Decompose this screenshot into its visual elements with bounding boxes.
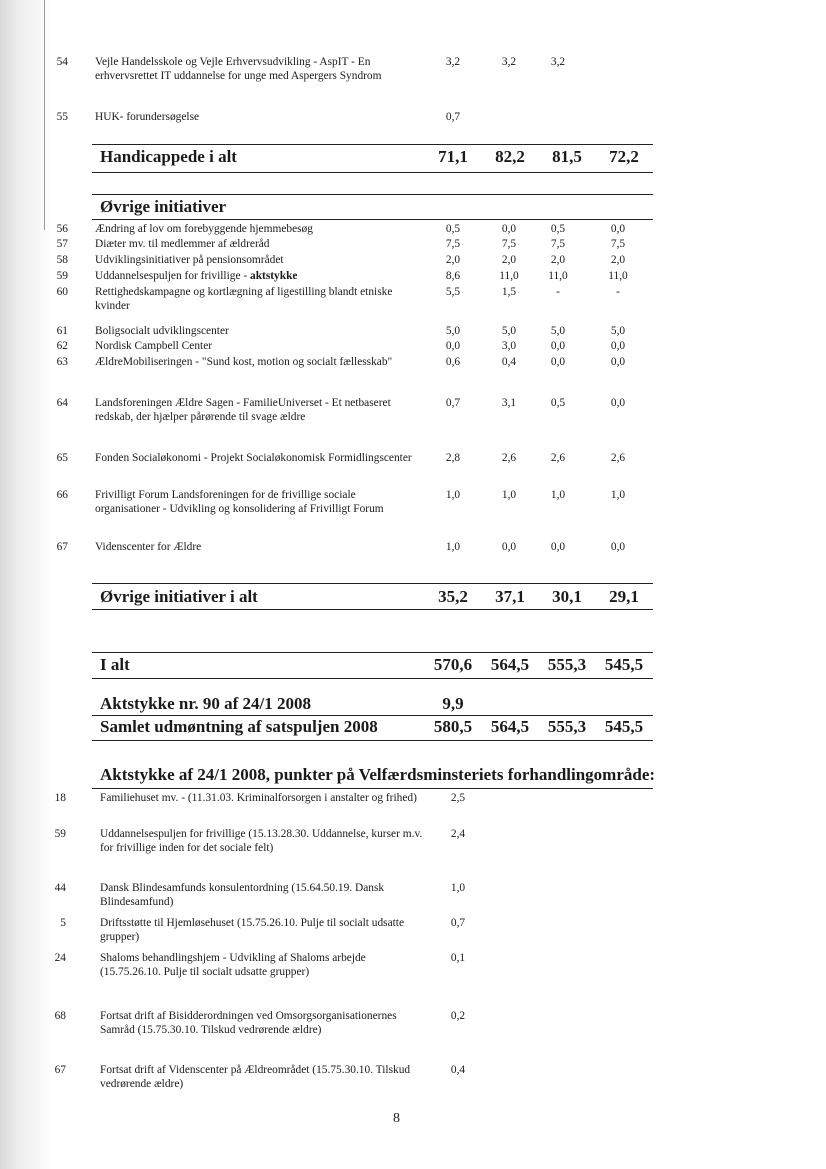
section-title-aktstykke: Aktstykke af 24/1 2008, punkter på Velfærdsminsteriets forhandlingområde:: [100, 765, 656, 784]
samlet-col1: 580,5: [433, 717, 473, 736]
value-col1: 0,0: [445, 340, 461, 352]
value-col1: 3,2: [445, 56, 461, 68]
value-col1: 8,6: [445, 270, 461, 282]
row-description: [95, 270, 420, 284]
divider: [92, 194, 653, 195]
total-col1: 71,1: [438, 147, 468, 166]
row-number: 64: [56, 397, 68, 409]
total-col2: 82,2: [495, 147, 525, 166]
divider: [92, 219, 653, 220]
total-col3: 81,5: [552, 147, 582, 166]
row-description: Ændring af lov om forebyggende hjemmebesøg: [95, 223, 313, 235]
value-col2: 3,2: [501, 56, 517, 68]
row-description: Udviklingsinitiativer på pensionsområdet: [95, 254, 284, 266]
row-description: Nordisk Campbell Center: [95, 340, 213, 352]
row-number: 68: [54, 1010, 66, 1022]
value-col4: 0,0: [610, 397, 626, 409]
value-col1: 0,6: [445, 356, 461, 368]
value-col3: 0,5: [550, 223, 566, 235]
row-description: Uddannelsespuljen for frivillige (15.13.28.30. Uddannelse, kurser m.v. for frivillige inden for det sociale felt): [100, 828, 423, 854]
value-col4: 11,0: [608, 270, 628, 282]
value-col1: 2,5: [450, 792, 466, 804]
value-col3: 0,0: [550, 340, 566, 352]
value-col2: 0,0: [501, 541, 517, 553]
value-col4: 0,0: [610, 340, 626, 352]
row-number: 59: [56, 270, 68, 282]
value-col1: 2,8: [445, 452, 461, 464]
value-col2: 11,0: [499, 270, 519, 282]
row-number: 60: [56, 286, 68, 298]
total-col2: 37,1: [495, 587, 525, 606]
value-col2: 7,5: [501, 238, 517, 250]
row-description: Rettighedskampagne og kortlægning af ligestilling blandt etniske kvinder: [95, 286, 393, 312]
value-col1: 2,0: [445, 254, 461, 266]
value-col3: 5,0: [550, 325, 566, 337]
value-col1: 1,0: [445, 489, 461, 501]
total-col3: 30,1: [552, 587, 582, 606]
value-col4: 2,6: [610, 452, 626, 464]
row-number: 24: [54, 952, 66, 964]
grand-total-col4: 545,5: [604, 655, 644, 674]
row-number: 5: [60, 917, 66, 929]
total-col4: 72,2: [609, 147, 639, 166]
divider: [92, 652, 653, 653]
row-number: 62: [56, 340, 68, 352]
value-col1: 2,4: [450, 828, 466, 840]
value-col2: 5,0: [501, 325, 517, 337]
value-col4: 7,5: [610, 238, 626, 250]
value-col1: 1,0: [450, 882, 466, 894]
row-number: 44: [54, 882, 66, 894]
value-col2: 0,0: [501, 223, 517, 235]
samlet-label: Samlet udmøntning af satspuljen 2008: [100, 717, 378, 736]
row-description: Videnscenter for Ældre: [95, 541, 202, 553]
value-col2: 2,6: [501, 452, 517, 464]
row-number: 66: [56, 489, 68, 501]
row-description: Frivilligt Forum Landsforeningen for de frivillige sociale organisationer - Udvikling og konsolidering af Frivilligt Forum: [95, 489, 384, 515]
row-number: 63: [56, 356, 68, 368]
row-description: Fortsat drift af Videnscenter på Ældreområdet (15.75.30.10. Tilskud vedrørende ældre): [100, 1064, 411, 1090]
row-number: 65: [56, 452, 68, 464]
page-number: 8: [393, 1111, 400, 1126]
value-col2: 3,0: [501, 340, 517, 352]
row-description: Fortsat drift af Bisidderordningen ved Omsorgsorganisationernes Samråd (15.75.30.10. Tilskud vedrørende ældre): [100, 1010, 397, 1036]
divider: [92, 678, 653, 679]
divider: [92, 144, 653, 145]
row-number: 59: [54, 828, 66, 840]
value-col3: 0,0: [550, 541, 566, 553]
row-description: Fonden Socialøkonomi - Projekt Socialøkonomisk Formidlingscenter: [95, 452, 412, 464]
row-description: Vejle Handelsskole og Vejle Erhvervsudvikling - AspIT - En erhvervsrettet IT uddannelse for unge med Aspergers Syndrom: [95, 56, 382, 82]
row-description: Dansk Blindesamfunds konsulentordning (15.64.50.19. Dansk Blindesamfund): [100, 882, 385, 908]
value-col1: 1,0: [445, 541, 461, 553]
value-col2: 0,4: [501, 356, 517, 368]
row-description: Landsforeningen Ældre Sagen - FamilieUniverset - Et netbaseret redskab, der hjælper pårørende til svage ældre: [95, 397, 391, 423]
samlet-col4: 545,5: [604, 717, 644, 736]
grand-total-label: I alt: [100, 655, 130, 674]
value-col1: 0,7: [445, 397, 461, 409]
value-col4: 0,0: [610, 541, 626, 553]
divider: [92, 788, 653, 789]
divider: [92, 583, 653, 584]
value-col1: 5,0: [445, 325, 461, 337]
samlet-col2: 564,5: [490, 717, 530, 736]
value-col1: 0,5: [445, 223, 461, 235]
value-col1: 0,2: [450, 1010, 466, 1022]
value-col1: 5,5: [445, 286, 461, 298]
row-number: 61: [56, 325, 68, 337]
row-number: 18: [54, 792, 66, 804]
value-col3: 11,0: [548, 270, 568, 282]
row-description: HUK- forundersøgelse: [95, 111, 200, 123]
value-col3: 0,0: [550, 356, 566, 368]
value-col4: -: [616, 286, 620, 298]
total-col1: 35,2: [438, 587, 468, 606]
row-number: 56: [56, 223, 68, 235]
row-description: Shaloms behandlingshjem - Udvikling af Shaloms arbejde (15.75.26.10. Pulje til socialt udsatte grupper): [100, 952, 366, 978]
value-col2: 1,5: [501, 286, 517, 298]
divider: [92, 172, 653, 173]
row-number: 55: [56, 111, 68, 123]
value-col3: 3,2: [550, 56, 566, 68]
value-col2: 2,0: [501, 254, 517, 266]
aktstykke-col1: 9,9: [442, 694, 464, 713]
row-number: 54: [56, 56, 68, 68]
value-col3: 2,0: [550, 254, 566, 266]
value-col1: 0,1: [450, 952, 466, 964]
value-col4: 0,0: [610, 223, 626, 235]
divider: [92, 609, 653, 610]
row-description: Familiehuset mv. - (11.31.03. Kriminalforsorgen i anstalter og frihed): [100, 792, 417, 804]
value-col4: 5,0: [610, 325, 626, 337]
row-description: Driftsstøtte til Hjemløsehuset (15.75.26.10. Pulje til socialt udsatte grupper): [100, 917, 405, 943]
section-title-ovrige: Øvrige initiativer: [100, 197, 227, 216]
row-description-bold: aktstykke: [250, 270, 298, 282]
value-col3: 0,5: [550, 397, 566, 409]
row-description: ÆldreMobiliseringen - "Sund kost, motion og socialt fællesskab": [95, 356, 393, 368]
value-col1: 7,5: [445, 238, 461, 250]
value-col4: 0,0: [610, 356, 626, 368]
value-col3: 7,5: [550, 238, 566, 250]
value-col4: 1,0: [610, 489, 626, 501]
value-col3: 1,0: [550, 489, 566, 501]
grand-total-col1: 570,6: [433, 655, 473, 674]
value-col3: 2,6: [550, 452, 566, 464]
row-description: Diæter mv. til medlemmer af ældreråd: [95, 238, 270, 250]
row-description: Boligsocialt udviklingscenter: [95, 325, 229, 337]
divider: [92, 715, 653, 716]
row-description-text: Uddannelsespuljen for frivillige -: [95, 270, 250, 282]
value-col1: 0,7: [450, 917, 466, 929]
divider: [92, 740, 653, 741]
samlet-col3: 555,3: [547, 717, 587, 736]
row-number: 67: [54, 1064, 66, 1076]
handicap-total-label: Handicappede i alt: [100, 147, 237, 166]
grand-total-col3: 555,3: [547, 655, 587, 674]
value-col3: -: [556, 286, 560, 298]
ovrige-total-label: Øvrige initiativer i alt: [100, 587, 258, 606]
total-col4: 29,1: [609, 587, 639, 606]
row-number: 58: [56, 254, 68, 266]
value-col2: 1,0: [501, 489, 517, 501]
aktstykke-label: Aktstykke nr. 90 af 24/1 2008: [100, 694, 311, 713]
grand-total-col2: 564,5: [490, 655, 530, 674]
value-col1: 0,7: [445, 111, 461, 123]
value-col4: 2,0: [610, 254, 626, 266]
value-col2: 3,1: [501, 397, 517, 409]
row-number: 57: [56, 238, 68, 250]
row-number: 67: [56, 541, 68, 553]
value-col1: 0,4: [450, 1064, 466, 1076]
